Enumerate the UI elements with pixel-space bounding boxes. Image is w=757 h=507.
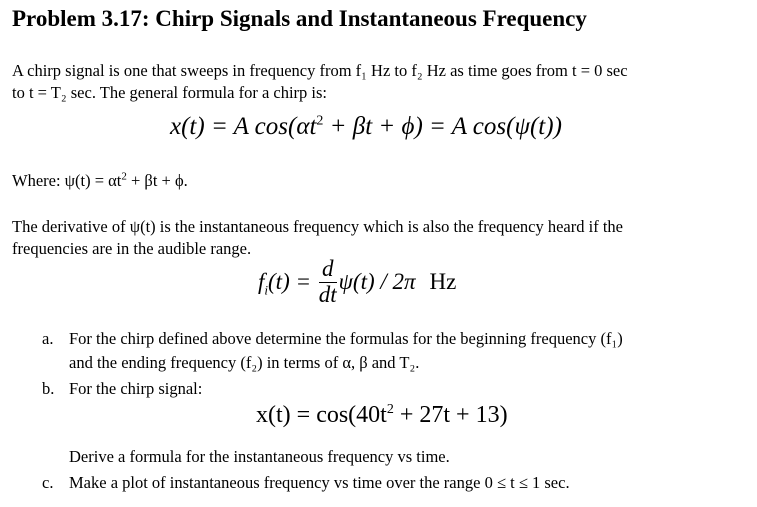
derivative-fraction [319,256,337,307]
freq-eq-unit: Hz [429,268,457,294]
freq-eq-rhs: ψ(t) / 2π [338,268,416,294]
derivative-line-2: frequencies are in the audible range. [12,239,252,258]
freq-eq-f: f [258,268,265,294]
where-exponent: 2 [121,170,127,183]
item-a-line-2: and the ending frequency (f₂) in terms of α, β and T₂. [69,353,420,372]
chirp-equation-rest: + βt + ϕ) = A cos(ψ(t)) [323,113,562,140]
intro-line-1: A chirp signal is one that sweeps in frequency from f₁ Hz to f₂ Hz as time goes from t = 0 sec [12,61,628,80]
item-a-label: a. [42,329,54,348]
chirp-signal-equation [256,402,508,429]
item-a-line-1: For the chirp defined above determine the formulas for the beginning frequency (f₁) [69,329,623,348]
freq-eq-subscript: i [264,282,269,298]
fraction-denominator: dt [318,282,337,307]
instantaneous-frequency-equation [258,258,456,309]
signal-eq-post: + 27t + 13) [393,402,508,428]
freq-eq-lhs-rest: (t) = [268,268,311,294]
intro-line-2: to t = T₂ sec. The general formula for a chirp is: [12,83,328,102]
where-suffix: + βt + ϕ. [126,171,188,190]
where-definition [12,170,188,192]
item-c-line-1: Make a plot of instantaneous frequency vs time over the range 0 ≤ t ≤ 1 sec. [69,473,570,492]
derivative-line-1: The derivative of ψ(t) is the instantaneous frequency which is also the frequency heard if the [12,217,623,236]
item-b-label: b. [42,379,55,398]
item-c-label: c. [42,473,54,492]
signal-eq-pre: x(t) = cos(40t [256,402,387,428]
chirp-equation-exponent: 2 [316,113,324,129]
item-b-line-2: Derive a formula for the instantaneous frequency vs time. [69,447,450,466]
where-prefix: Where: ψ(t) = αt [12,171,122,190]
signal-eq-exponent: 2 [386,402,394,417]
item-b-line-1: For the chirp signal: [69,379,203,398]
chirp-equation [170,113,562,141]
chirp-equation-lhs: x(t) = A cos(αt [170,113,317,140]
problem-title: Problem 3.17: Chirp Signals and Instantaneous Frequency [12,6,587,31]
fraction-numerator: d [319,256,337,283]
